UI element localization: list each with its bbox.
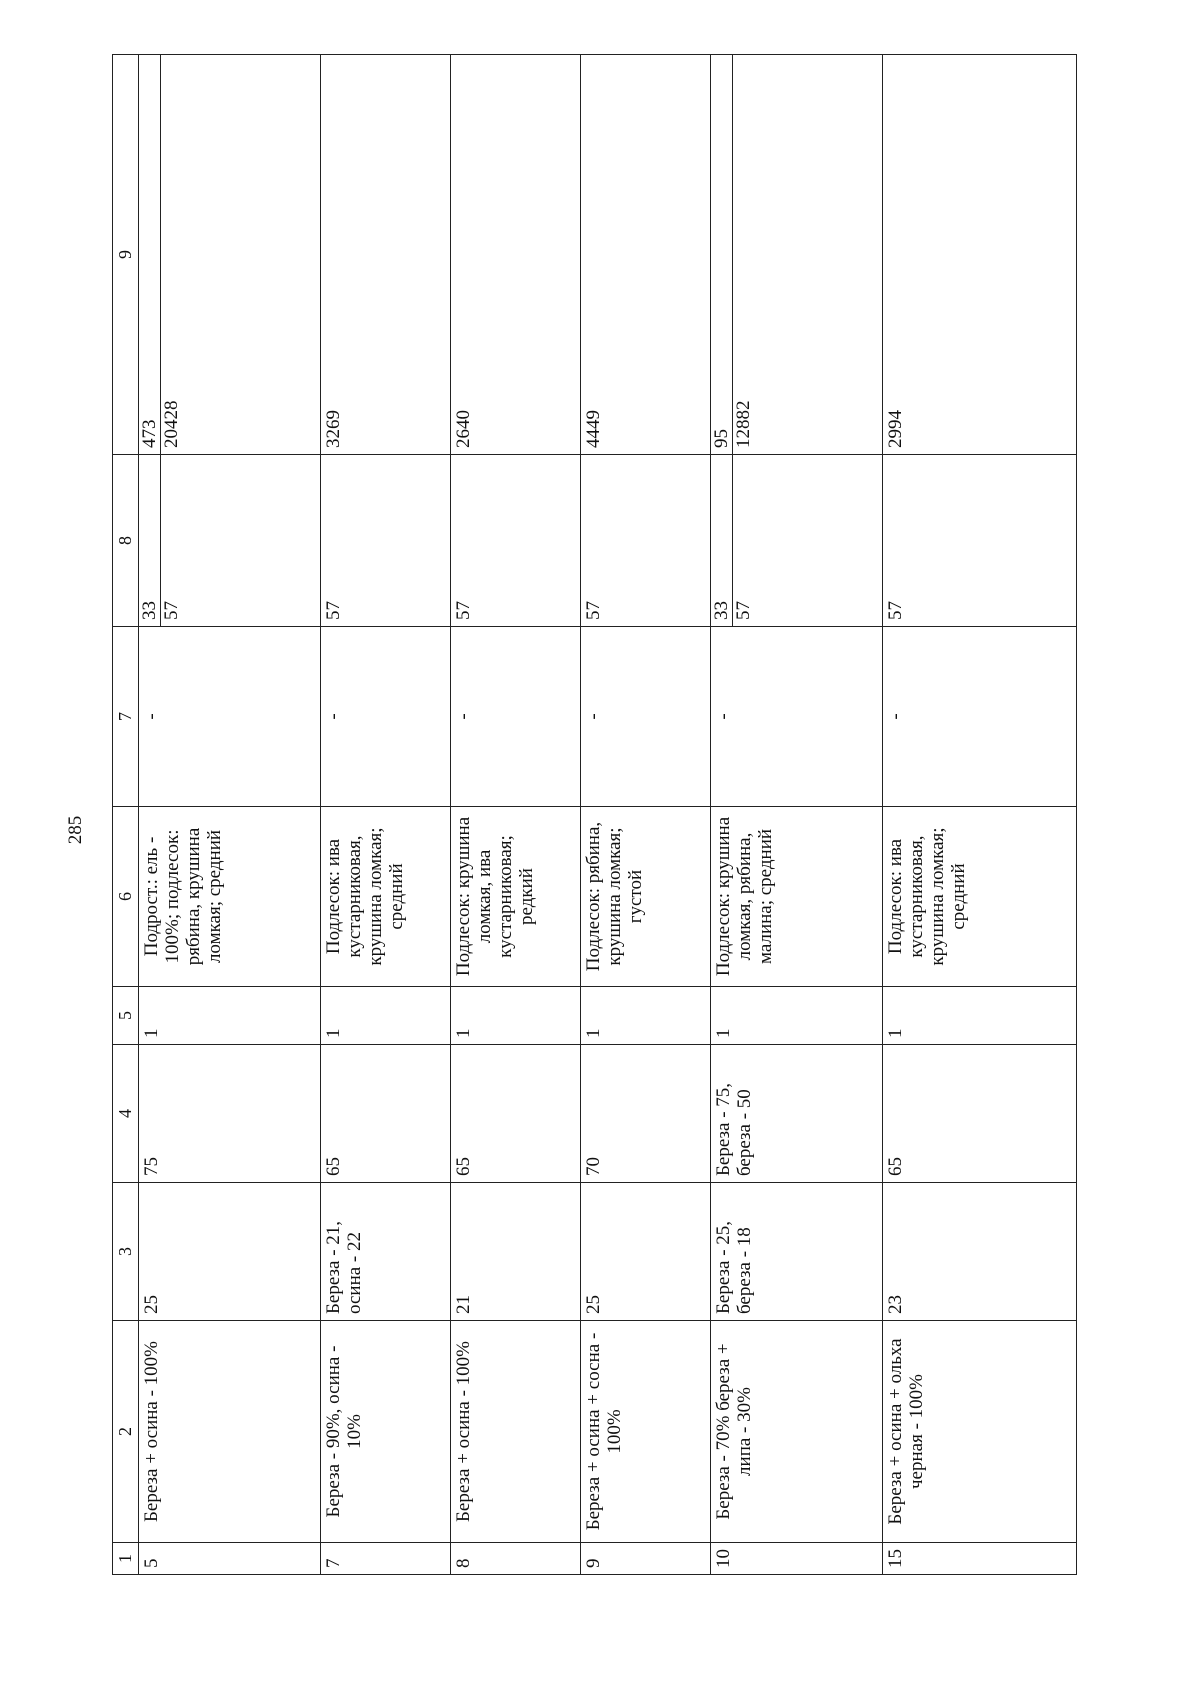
header-col-9: 9 bbox=[113, 55, 139, 455]
cell-value-9-top: 95 bbox=[711, 55, 733, 454]
cell-age: Береза - 25, береза - 18 bbox=[711, 1183, 883, 1321]
page-number: 285 bbox=[65, 815, 86, 845]
cell-value-4: 75 bbox=[139, 1045, 321, 1183]
cell-value-8-top: 33 bbox=[711, 455, 733, 626]
cell-age: 25 bbox=[581, 1183, 711, 1321]
cell-value-7: - bbox=[451, 627, 581, 807]
cell-undergrowth: Подлесок: крушина ломкая, рябина, малина; средний bbox=[711, 807, 883, 987]
table-row bbox=[321, 55, 451, 1575]
cell-value-8: 57 bbox=[883, 455, 1077, 627]
cell-value-9: 3269 bbox=[321, 55, 451, 455]
cell-value-5: 1 bbox=[883, 987, 1077, 1045]
cell-undergrowth: Подлесок: ива кустарниковая, крушина ломкая; средний bbox=[321, 807, 451, 987]
cell-value-8-top: 33 bbox=[139, 455, 161, 626]
cell-value-7: - bbox=[321, 627, 451, 807]
cell-value-9-top: 473 bbox=[139, 55, 161, 454]
header-col-3: 3 bbox=[113, 1183, 139, 1321]
cell-value-4: 65 bbox=[451, 1045, 581, 1183]
header-col-2: 2 bbox=[113, 1321, 139, 1543]
cell-number: 7 bbox=[321, 1543, 451, 1575]
header-col-5: 5 bbox=[113, 987, 139, 1045]
cell-value-9: 4449 bbox=[581, 55, 711, 455]
cell-value-9: 2640 bbox=[451, 55, 581, 455]
cell-value-9-bottom: 20428 bbox=[161, 400, 182, 448]
header-col-8: 8 bbox=[113, 455, 139, 627]
cell-value-7: - bbox=[581, 627, 711, 807]
cell-composition: Береза - 70% береза + липа - 30% bbox=[711, 1321, 883, 1543]
table-row bbox=[711, 55, 883, 1575]
cell-value-8-bottom: 57 bbox=[733, 601, 754, 620]
cell-value-4: 70 bbox=[581, 1045, 711, 1183]
cell-undergrowth: Подлесок: крушина ломкая, ива кустарниковая; редкий bbox=[451, 807, 581, 987]
cell-value-9: 2994 bbox=[883, 55, 1077, 455]
cell-number: 9 bbox=[581, 1543, 711, 1575]
header-col-1: 1 bbox=[113, 1543, 139, 1575]
cell-value-7: - bbox=[711, 627, 883, 807]
header-col-7: 7 bbox=[113, 627, 139, 807]
cell-age: Береза - 21, осина - 22 bbox=[321, 1183, 451, 1321]
cell-value-7: - bbox=[139, 627, 321, 807]
cell-value-4: 65 bbox=[321, 1045, 451, 1183]
cell-value-9 bbox=[139, 55, 321, 455]
cell-value-9 bbox=[711, 55, 883, 455]
cell-value-5: 1 bbox=[711, 987, 883, 1045]
table-row bbox=[451, 55, 581, 1575]
cell-value-5: 1 bbox=[139, 987, 321, 1045]
table-container bbox=[112, 55, 1077, 1575]
cell-value-8: 57 bbox=[451, 455, 581, 627]
cell-value-5: 1 bbox=[321, 987, 451, 1045]
cell-number: 10 bbox=[711, 1543, 883, 1575]
cell-value-5: 1 bbox=[451, 987, 581, 1045]
cell-number: 5 bbox=[139, 1543, 321, 1575]
table-row bbox=[139, 55, 321, 1575]
cell-value-7: - bbox=[883, 627, 1077, 807]
cell-value-9-bottom: 12882 bbox=[733, 400, 754, 448]
cell-undergrowth: Подрост.: ель - 100%; подлесок: рябина, крушина ломкая; средний bbox=[139, 807, 321, 987]
cell-age: 23 bbox=[883, 1183, 1077, 1321]
cell-composition: Береза + осина + ольха черная - 100% bbox=[883, 1321, 1077, 1543]
cell-undergrowth: Подлесок: ива кустарниковая, крушина ломкая; средний bbox=[883, 807, 1077, 987]
cell-value-4: 65 bbox=[883, 1045, 1077, 1183]
cell-value-8 bbox=[139, 455, 321, 627]
cell-undergrowth: Подлесок: рябина, крушина ломкая; густой bbox=[581, 807, 711, 987]
forest-inventory-table bbox=[112, 54, 1077, 1575]
cell-value-8 bbox=[711, 455, 883, 627]
cell-value-4: Береза - 75, береза - 50 bbox=[711, 1045, 883, 1183]
cell-value-8: 57 bbox=[581, 455, 711, 627]
cell-value-5: 1 bbox=[581, 987, 711, 1045]
table-row bbox=[581, 55, 711, 1575]
cell-composition: Береза + осина + сосна - 100% bbox=[581, 1321, 711, 1543]
cell-age: 21 bbox=[451, 1183, 581, 1321]
table-row bbox=[883, 55, 1077, 1575]
table-header-row bbox=[113, 55, 139, 1575]
cell-number: 15 bbox=[883, 1543, 1077, 1575]
cell-value-8-bottom: 57 bbox=[161, 601, 182, 620]
cell-value-8: 57 bbox=[321, 455, 451, 627]
header-col-6: 6 bbox=[113, 807, 139, 987]
cell-number: 8 bbox=[451, 1543, 581, 1575]
header-col-4: 4 bbox=[113, 1045, 139, 1183]
cell-composition: Береза + осина - 100% bbox=[139, 1321, 321, 1543]
cell-composition: Береза + осина - 100% bbox=[451, 1321, 581, 1543]
cell-age: 25 bbox=[139, 1183, 321, 1321]
cell-composition: Береза - 90%, осина - 10% bbox=[321, 1321, 451, 1543]
